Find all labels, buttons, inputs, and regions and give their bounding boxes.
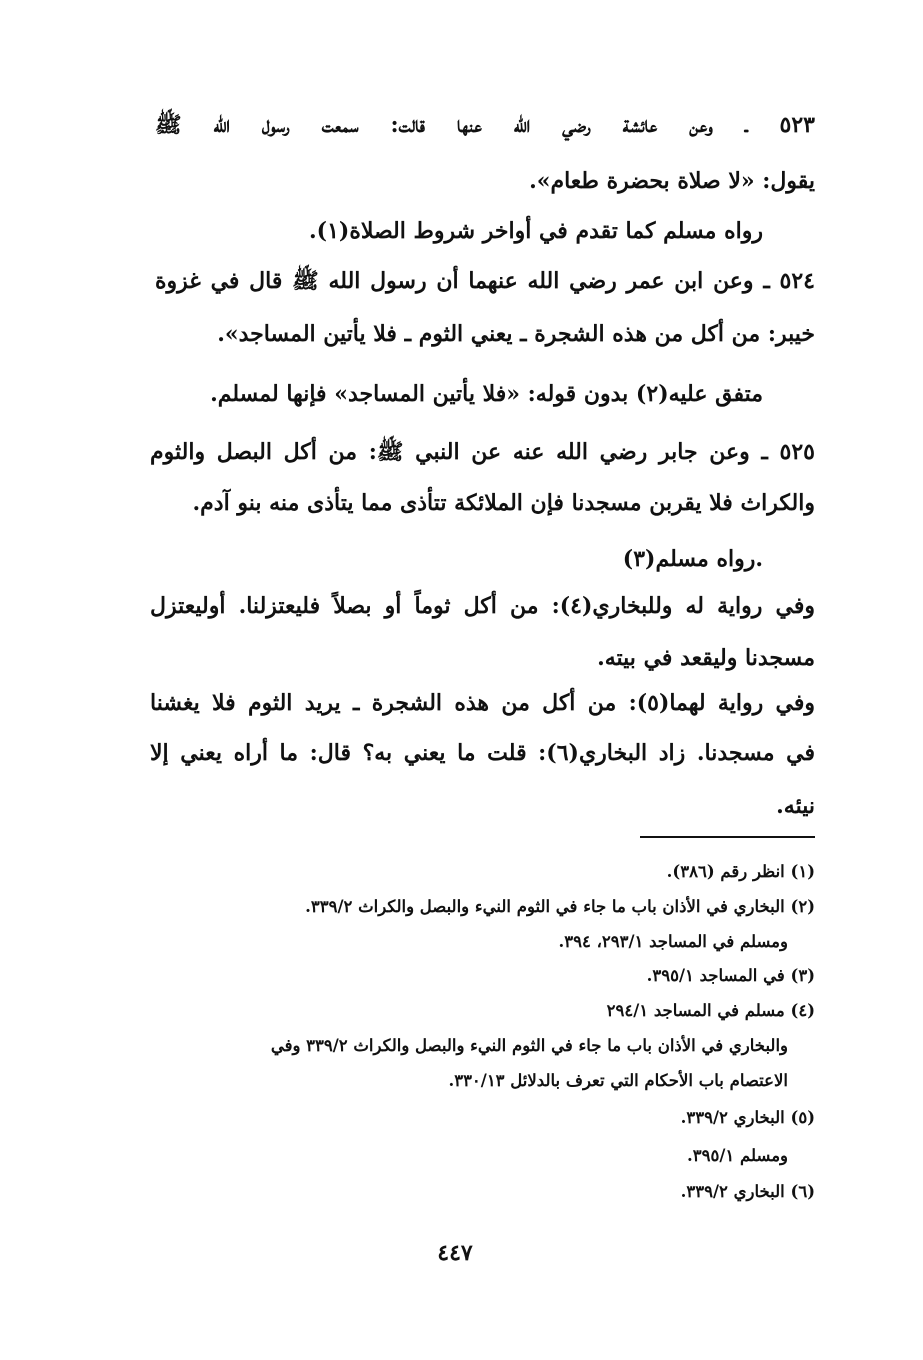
footnote-4: (٤) مسلم في المساجد ٢٩٤/١ — [606, 1001, 815, 1020]
footnote-2: (٢) البخاري في الأذان باب ما جاء في الثوم النيء والبصل والكراث ٣٣٩/٢. — [305, 897, 815, 916]
hadith-523-line-2: يقول: «لا صلاة بحضرة طعام». — [529, 168, 815, 194]
hadith-523-source: رواه مسلم كما تقدم في أواخر شروط الصلاة(١). — [309, 218, 763, 244]
hadith-524-line-2: خيبر: من أكل من هذه الشجرة ـ يعني الثوم ـ فلا يأتين المساجد». — [217, 321, 815, 347]
hadith-525-source: .رواه مسلم(٣) — [622, 546, 763, 572]
footnote-2-continued: ومسلم في المساجد ٢٩٣/١، ٣٩٤. — [558, 932, 788, 951]
hadith-525-line-2: والكراث فلا يقربن مسجدنا فإن الملائكة تتأذى مما يتأذى منه بنو آدم. — [192, 490, 815, 516]
narration-both-line-2: في مسجدنا. زاد البخاري(٦): قلت ما يعني به؟ قال: ما أراه يعني إلا — [150, 740, 815, 766]
narration-bukhari-line-2: مسجدنا وليقعد في بيته. — [597, 645, 815, 671]
footnote-4-continued-2: الاعتصام باب الأحكام التي تعرف بالدلائل ٣٣٠/١٣. — [448, 1071, 788, 1090]
footnote-4-continued-1: والبخاري في الأذان باب ما جاء في الثوم النيء والبصل والكراث ٣٣٩/٢ وفي — [270, 1036, 788, 1055]
narration-both-line-3: نيئه. — [776, 793, 815, 819]
footnote-separator — [640, 836, 815, 838]
hadith-524-line-1: ٥٢٤ ـ وعن ابن عمر رضي الله عنهما أن رسول الله ﷺ قال في غزوة — [155, 268, 815, 294]
narration-both-line-1: وفي رواية لهما(٥): من أكل من هذه الشجرة ـ يريد الثوم فلا يغشنا — [150, 690, 815, 716]
page-number: ٤٤٧ — [437, 1240, 473, 1266]
footnote-3: (٣) في المساجد ٣٩٥/١. — [646, 966, 815, 985]
footnote-1: (١) انظر رقم (٣٨٦). — [666, 862, 815, 881]
footnote-5-continued: ومسلم ٣٩٥/١. — [687, 1146, 788, 1165]
hadith-524-source: متفق عليه(٢) بدون قوله: «فلا يأتين المساجد» فإنها لمسلم. — [210, 381, 763, 407]
footnote-5: (٥) البخاري ٣٣٩/٢. — [680, 1108, 815, 1127]
narration-bukhari-line-1: وفي رواية له وللبخاري(٤): من أكل ثوماً أو بصلاً فليعتزلنا. أوليعتزل — [150, 593, 815, 619]
hadith-525-line-1: ٥٢٥ ـ وعن جابر رضي الله عنه عن النبي ﷺ: من أكل البصل والثوم — [150, 439, 815, 465]
hadith-523-line-1: ٥٢٣ ـ وعن عائشة رضي الله عنها قالت: سمعت رسول الله ﷺ — [155, 112, 815, 138]
footnote-6: (٦) البخاري ٣٣٩/٢. — [680, 1182, 815, 1201]
